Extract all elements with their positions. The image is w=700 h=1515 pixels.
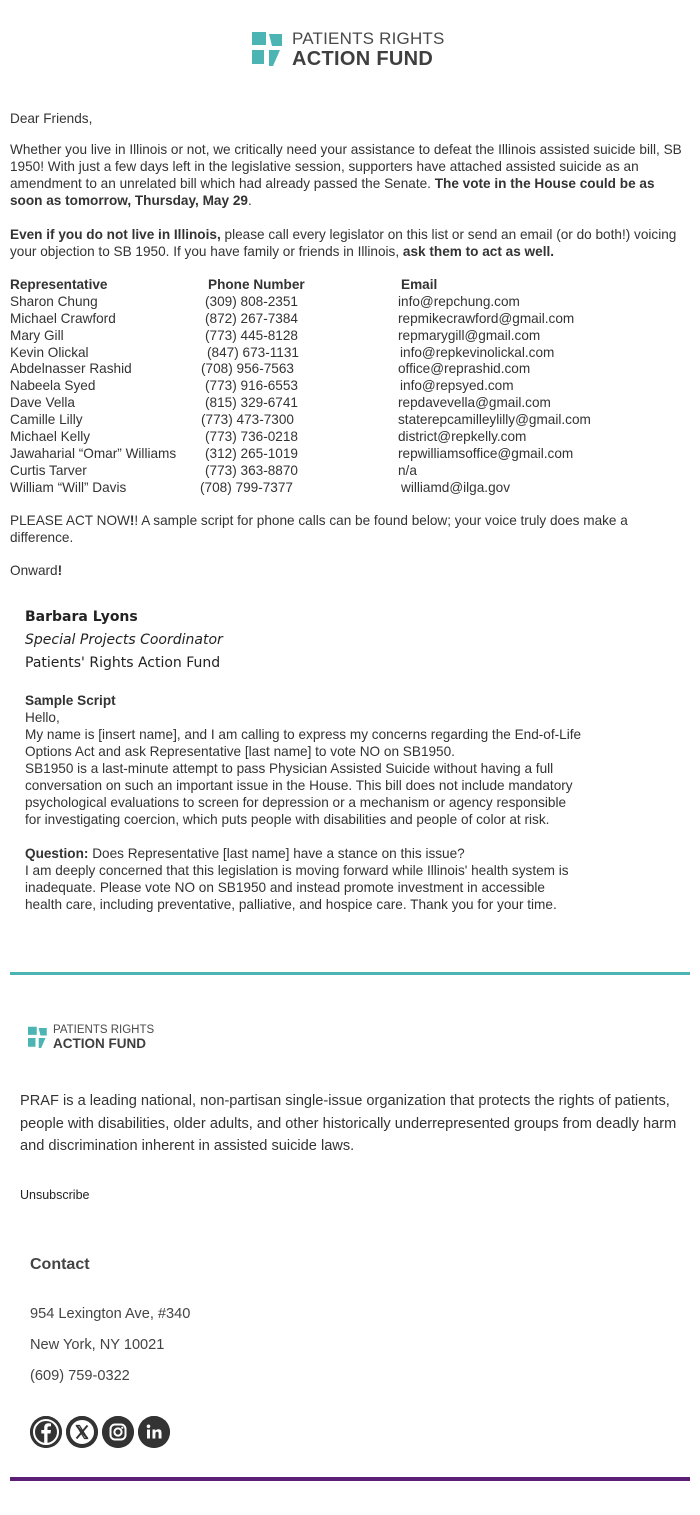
onward-b: ! xyxy=(57,563,63,578)
phone-number: (309) 808-2351 xyxy=(205,293,298,309)
email-address[interactable]: office@reprashid.com xyxy=(398,361,531,377)
contact-address1: 954 Lexington Ave, #340 xyxy=(30,1306,191,1322)
signature-org: Patients' Rights Action Fund xyxy=(25,655,221,671)
greeting: Dear Friends, xyxy=(10,111,93,126)
table-row xyxy=(10,446,690,463)
ask-paragraph xyxy=(10,226,690,260)
contact-address2: New York, NY 10021 xyxy=(30,1337,165,1353)
table-row xyxy=(10,361,690,378)
phone-number: (847) 673-1131 xyxy=(207,344,299,360)
representative-name: Michael Kelly xyxy=(10,429,91,445)
script-question-label: Question: xyxy=(25,846,89,861)
email-address[interactable]: repmikecrawford@gmail.com xyxy=(398,310,575,326)
email-address[interactable]: district@repkelly.com xyxy=(398,429,527,445)
phone-number: (708) 956-7563 xyxy=(201,361,294,377)
email-address[interactable]: info@repchung.com xyxy=(398,293,520,309)
table-row xyxy=(10,294,690,311)
email-address[interactable]: williamd@ilga.gov xyxy=(401,479,510,495)
footer-logo[interactable] xyxy=(28,1024,154,1051)
table-row xyxy=(10,463,690,480)
praf-logo-mark-icon xyxy=(252,30,284,70)
table-row xyxy=(10,480,690,497)
intro-bold: The vote in the House could be as soon as tomorrow, Thursday, May 29 xyxy=(10,176,655,208)
representative-name: Kevin Olickal xyxy=(10,344,89,360)
phone-number: (773) 916-6553 xyxy=(205,378,298,394)
contact-phone: (609) 759-0322 xyxy=(30,1368,130,1384)
act-now-a: PLEASE ACT NOW xyxy=(10,513,130,528)
email-address[interactable]: repmarygill@gmail.com xyxy=(398,327,541,343)
table-row xyxy=(10,378,690,395)
phone-number: (773) 473-7300 xyxy=(201,412,294,428)
footer-logo-line2: ACTION FUND xyxy=(53,1036,146,1051)
email-address[interactable]: info@repsyed.com xyxy=(400,378,514,394)
act-now-b: ! A sample script for phone calls can be found below; your voice truly does make a difference. xyxy=(10,513,628,545)
act-now-bang: ! xyxy=(129,513,135,528)
phone-number: (708) 799-7377 xyxy=(200,479,293,495)
header-representative: Representative xyxy=(10,277,108,292)
ask-bold1: Even if you do not live in Illinois, xyxy=(10,227,221,242)
representative-name: Michael Crawford xyxy=(10,310,116,326)
table-header xyxy=(10,277,690,294)
phone-number: (773) 363-8870 xyxy=(205,462,298,478)
script-heading: Sample Script xyxy=(25,693,116,708)
logo-line1: PATIENTS RIGHTS xyxy=(292,29,445,48)
section-divider xyxy=(10,972,690,975)
ask-bold2: ask them to act as well. xyxy=(402,244,555,259)
representative-name: Abdelnasser Rashid xyxy=(10,361,132,377)
intro-text: Whether you live in Illinois or not, we critically need your assistance to defeat the Illinois assisted suicide bill, SB 1950! With just a few days left in the legislative session, supporters have attached assisted suicide as an amendment to an unrelated bill which had already passed the Senate. xyxy=(10,142,682,191)
act-now-paragraph xyxy=(10,512,690,546)
table-row xyxy=(10,412,690,429)
email-address[interactable]: repdavevella@gmail.com xyxy=(398,395,551,411)
signature-title: Special Projects Coordinator xyxy=(25,632,223,648)
footer-logo-line1: PATIENTS RIGHTS xyxy=(53,1024,155,1036)
header-email: Email xyxy=(401,277,438,292)
email-address[interactable]: n/a xyxy=(398,462,417,478)
phone-number: (773) 736-0218 xyxy=(205,429,298,445)
linkedin-icon[interactable] xyxy=(138,1416,170,1448)
representative-name: Jawaharial “Omar” Williams xyxy=(10,445,177,461)
facebook-icon[interactable] xyxy=(30,1416,62,1448)
logo-line2: ACTION FUND xyxy=(292,48,434,70)
ask-text: please call every legislator on this list or send an email (or do both!) voicing your objection to SB 1950. If you have family or friends in Illinois, xyxy=(10,227,677,259)
script-p1: My name is [insert name], and I am calling to express my concerns regarding the End-of-Life Options Act and ask Representative [last name] to vote NO on SB1950. xyxy=(25,727,582,759)
representative-name: Camille Lilly xyxy=(10,412,83,428)
signature-block xyxy=(25,606,223,675)
phone-number: (815) 329-6741 xyxy=(205,395,298,411)
table-row xyxy=(10,345,690,362)
social-links xyxy=(30,1416,170,1448)
table-row xyxy=(10,328,690,345)
phone-number: (773) 445-8128 xyxy=(205,327,298,343)
signature-name: Barbara Lyons xyxy=(25,609,138,625)
phone-number: (312) 265-1019 xyxy=(205,445,298,461)
phone-number: (872) 267-7384 xyxy=(205,310,298,326)
about-text: PRAF is a leading national, non-partisan single-issue organization that protects the rights of patients, people with disabilities, older adults, and other historically underrepresented groups from deadly harm and discrimination inherent in assisted suicide laws. xyxy=(20,1093,677,1154)
representative-name: Sharon Chung xyxy=(10,293,98,309)
onward-a: Onward xyxy=(10,563,58,578)
representative-name: Curtis Tarver xyxy=(10,462,87,478)
sample-script xyxy=(25,692,585,913)
x-icon[interactable] xyxy=(66,1416,98,1448)
representative-name: Dave Vella xyxy=(10,395,75,411)
representative-name: Nabeela Syed xyxy=(10,378,96,394)
email-address[interactable]: repwilliamsoffice@gmail.com xyxy=(398,445,574,461)
script-question: Does Representative [last name] have a stance on this issue? xyxy=(88,846,465,861)
header-logo[interactable] xyxy=(252,30,445,70)
unsubscribe-link[interactable]: Unsubscribe xyxy=(20,1188,90,1202)
legislator-table xyxy=(10,277,690,497)
script-hello: Hello, xyxy=(25,710,60,725)
onward xyxy=(10,562,690,579)
representative-name: Mary Gill xyxy=(10,327,64,343)
footer-divider xyxy=(10,1477,690,1481)
header-phone: Phone Number xyxy=(208,277,305,292)
email-address[interactable]: info@repkevinolickal.com xyxy=(400,344,555,360)
table-row xyxy=(10,395,690,412)
instagram-icon[interactable] xyxy=(102,1416,134,1448)
intro-end: . xyxy=(247,193,252,208)
contact-heading: Contact xyxy=(30,1256,90,1273)
script-p3: I am deeply concerned that this legislation is moving forward while Illinois' health system is inadequate. Please vote NO on SB1950 and instead promote investment in accessible health care, including preventative, palliative, and hospice care. Thank you for your time. xyxy=(25,863,569,912)
email-address[interactable]: staterepcamilleylilly@gmail.com xyxy=(398,412,591,428)
script-p2: SB1950 is a last-minute attempt to pass Physician Assisted Suicide without having a full conversation on such an important issue in the House. This bill does not include mandatory psychological evaluations to screen for depression or a mechanism or agency responsible for investigating coercion, which puts people with disabilities and people of color at risk. xyxy=(25,761,573,827)
table-row xyxy=(10,429,690,446)
praf-logo-mark-icon xyxy=(28,1025,48,1051)
intro-paragraph xyxy=(10,141,690,209)
representative-name: William “Will” Davis xyxy=(10,479,127,495)
table-row xyxy=(10,311,690,328)
